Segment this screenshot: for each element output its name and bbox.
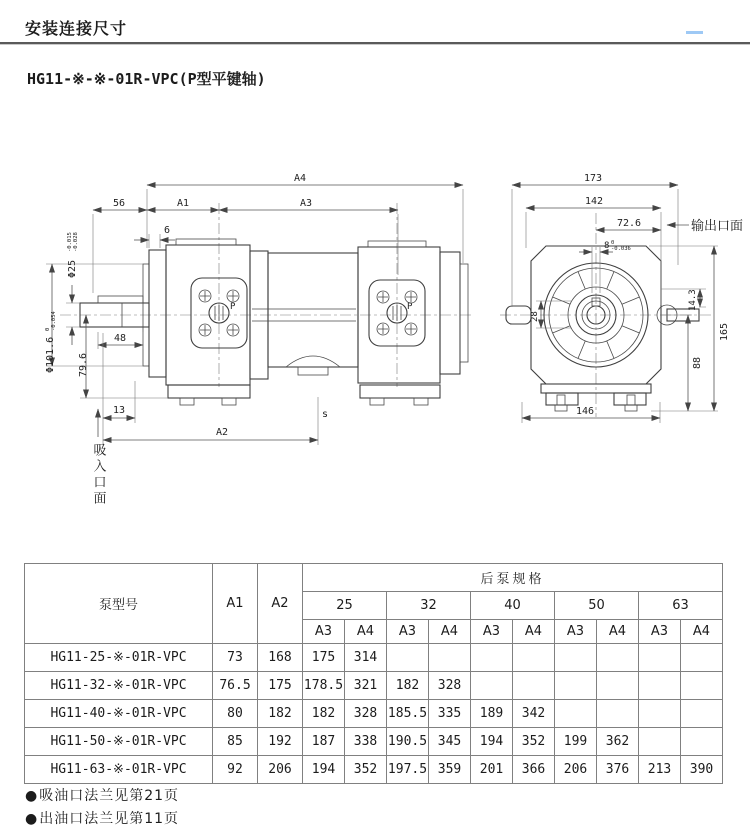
cell-value: 175: [258, 672, 303, 700]
coupling-section: [268, 253, 358, 367]
cell-value: [639, 644, 681, 672]
cell-value: [513, 644, 555, 672]
cell-value: 314: [345, 644, 387, 672]
sub-header-a3: A3: [387, 620, 429, 644]
cell-value: 192: [258, 728, 303, 756]
dim-146-label: 146: [575, 406, 595, 417]
dim-a3-label: A3: [299, 198, 313, 209]
rear-port-label: P: [407, 302, 413, 312]
svg-text:Φ25: Φ25: [67, 259, 78, 278]
sub-header-a4: A4: [513, 620, 555, 644]
cell-model: HG11-32-※-01R-VPC: [25, 672, 213, 700]
cell-value: 76.5: [213, 672, 258, 700]
table-row: [25, 728, 723, 756]
sub-header-a4: A4: [681, 620, 723, 644]
cell-value: 335: [429, 700, 471, 728]
col-header-rear-spec: 后泵规格: [303, 564, 723, 592]
model-subtitle: HG11-※-※-01R-VPC(P型平键轴): [27, 70, 266, 88]
cell-value: 328: [429, 672, 471, 700]
dim-dia101: [45, 310, 57, 373]
cell-value: 199: [555, 728, 597, 756]
svg-text:-0.015: -0.015: [67, 232, 73, 252]
cell-value: 178.5: [303, 672, 345, 700]
cell-value: 321: [345, 672, 387, 700]
cell-value: 390: [681, 756, 723, 784]
size-header-63: 63: [639, 592, 723, 620]
table-row: [25, 644, 723, 672]
cell-value: 182: [387, 672, 429, 700]
title-divider: [0, 42, 750, 45]
svg-text:Φ101.6: Φ101.6: [45, 336, 56, 373]
cell-value: 175: [303, 644, 345, 672]
cell-value: [597, 644, 639, 672]
table-row: [25, 700, 723, 728]
cell-value: 376: [597, 756, 639, 784]
footnote-suction-flange: ●吸油口法兰见第21页: [25, 788, 180, 804]
cell-value: [555, 700, 597, 728]
dim-6-label: 6: [163, 225, 171, 236]
cell-value: 206: [555, 756, 597, 784]
svg-text:-0.028: -0.028: [73, 232, 79, 252]
dimension-table: [24, 563, 723, 784]
cell-value: [597, 672, 639, 700]
bullet-icon: ●: [25, 811, 39, 827]
cell-value: 213: [639, 756, 681, 784]
size-header-32: 32: [387, 592, 471, 620]
sub-header-a3: A3: [639, 620, 681, 644]
cell-value: 189: [471, 700, 513, 728]
dim-72-6-label: 72.6: [616, 218, 642, 229]
dim-48-label: 48: [113, 333, 127, 344]
cell-value: [387, 644, 429, 672]
cell-value: [681, 644, 723, 672]
technical-drawing: [0, 115, 750, 535]
col-header-a2: A2: [258, 564, 303, 644]
cell-value: 328: [345, 700, 387, 728]
dim-79-6-label: 79.6: [78, 352, 89, 377]
suction-face-label: 吸入口面: [90, 443, 106, 507]
cell-value: 366: [513, 756, 555, 784]
table-body: [25, 644, 723, 784]
cell-value: 85: [213, 728, 258, 756]
dim-a1-label: A1: [176, 198, 190, 209]
dim-a2-label: A2: [215, 427, 229, 438]
shaft-key: [98, 296, 143, 303]
col-header-model: 泵型号: [25, 564, 213, 644]
mounting-flange: [149, 250, 166, 377]
page-title: 安装连接尺寸: [25, 19, 128, 38]
rear-cover: [440, 252, 460, 374]
cell-value: 190.5: [387, 728, 429, 756]
cell-value: 342: [513, 700, 555, 728]
cell-value: 352: [345, 756, 387, 784]
size-header-40: 40: [471, 592, 555, 620]
dim-key-width: [604, 240, 631, 252]
sub-header-a4: A4: [345, 620, 387, 644]
dim-28-label: 28: [530, 311, 540, 322]
cell-value: 197.5: [387, 756, 429, 784]
dim-165-label: 165: [719, 322, 730, 341]
cell-value: [639, 672, 681, 700]
svg-text:0: 0: [611, 240, 615, 246]
cell-model: HG11-50-※-01R-VPC: [25, 728, 213, 756]
cell-value: [639, 728, 681, 756]
cell-value: [471, 672, 513, 700]
table-row: [25, 756, 723, 784]
dim-88-label: 88: [692, 356, 703, 369]
cell-value: 73: [213, 644, 258, 672]
dim-14-3-label: 14.3: [688, 289, 698, 311]
cell-value: [471, 644, 513, 672]
cell-value: [639, 700, 681, 728]
cell-value: [555, 644, 597, 672]
bullet-icon: ●: [25, 788, 39, 804]
cell-value: 182: [303, 700, 345, 728]
dim-13-label: 13: [112, 405, 126, 416]
side-view: [45, 173, 472, 507]
cell-value: [681, 700, 723, 728]
size-header-50: 50: [555, 592, 639, 620]
svg-text:-0.036: -0.036: [611, 246, 631, 252]
sub-header-a3: A3: [303, 620, 345, 644]
cell-value: 185.5: [387, 700, 429, 728]
sub-header-a4: A4: [597, 620, 639, 644]
cell-model: HG11-63-※-01R-VPC: [25, 756, 213, 784]
sub-header-a4: A4: [429, 620, 471, 644]
cell-value: [555, 672, 597, 700]
cell-value: 92: [213, 756, 258, 784]
cell-value: 182: [258, 700, 303, 728]
accent-dash: [686, 31, 703, 34]
outlet-face-label: 输出口面: [691, 219, 744, 234]
size-header-25: 25: [303, 592, 387, 620]
cell-value: 352: [513, 728, 555, 756]
cell-value: [429, 644, 471, 672]
dim-173-label: 173: [583, 173, 603, 184]
sub-header-a3: A3: [555, 620, 597, 644]
cell-value: 80: [213, 700, 258, 728]
cell-value: 206: [258, 756, 303, 784]
cell-value: [681, 728, 723, 756]
footnote-outlet-flange: ●出油口法兰见第11页: [25, 811, 180, 827]
cell-value: 187: [303, 728, 345, 756]
col-header-a1: A1: [213, 564, 258, 644]
cell-value: 201: [471, 756, 513, 784]
front-view: [500, 173, 743, 423]
cell-model: HG11-25-※-01R-VPC: [25, 644, 213, 672]
svg-text:-0.054: -0.054: [51, 311, 57, 331]
dim-dia25: [67, 232, 79, 278]
cell-value: 168: [258, 644, 303, 672]
cell-model: HG11-40-※-01R-VPC: [25, 700, 213, 728]
cell-value: 194: [471, 728, 513, 756]
svg-text:0: 0: [45, 327, 51, 331]
cell-value: [681, 672, 723, 700]
cell-value: 338: [345, 728, 387, 756]
table-row: [25, 672, 723, 700]
dim-s-label: s: [322, 409, 329, 420]
cell-value: [513, 672, 555, 700]
svg-text:8: 8: [604, 241, 610, 251]
dim-142-label: 142: [584, 196, 604, 207]
front-port-label: P: [230, 302, 236, 312]
dim-56-label: 56: [112, 198, 126, 209]
cell-value: 359: [429, 756, 471, 784]
cell-value: [597, 700, 639, 728]
cell-value: 345: [429, 728, 471, 756]
cell-value: 194: [303, 756, 345, 784]
sub-header-a3: A3: [471, 620, 513, 644]
dim-a4-label: A4: [293, 173, 307, 184]
cell-value: 362: [597, 728, 639, 756]
